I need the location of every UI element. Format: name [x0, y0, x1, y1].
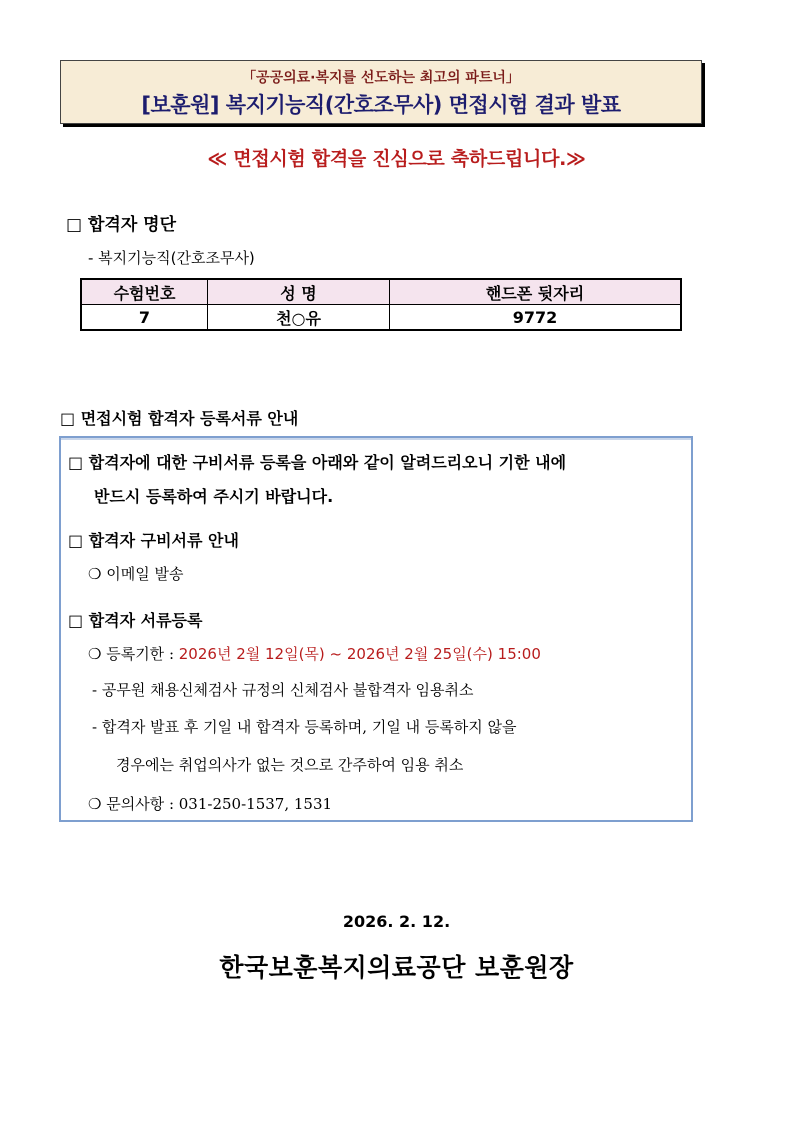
- column-header-phone-last-digits: 핸드폰 뒷자리: [390, 279, 682, 305]
- header-banner: [60, 60, 702, 124]
- table-header-row: [81, 279, 681, 305]
- cell-phone-last-digits: 9772: [390, 305, 682, 331]
- document-date: 2026. 2. 12.: [342, 912, 451, 931]
- column-header-name: 성 명: [208, 279, 390, 305]
- results-table: [80, 278, 682, 331]
- table-row: [81, 305, 681, 331]
- contact-info: ❍ 문의사항 : 031-250-1537, 1531: [88, 795, 333, 813]
- signer: 한국보훈복지의료공단 보훈원장: [219, 953, 574, 982]
- intro-line-1: □ 합격자에 대한 구비서류 등록을 아래와 같이 알려드리오니 기한 내에: [68, 453, 567, 472]
- deadline-value: 2026년 2월 12일(목) ~ 2026년 2월 25일(수) 15:00: [178, 645, 541, 663]
- congratulations-message: ≪ 면접시험 합격을 진심으로 축하드립니다.≫: [207, 148, 586, 170]
- note-physical-exam: - 공무원 채용신체검사 규정의 신체검사 불합격자 임용취소: [92, 681, 474, 699]
- cell-exam-number: 7: [81, 305, 208, 331]
- page-title: [보훈원] 복지기능직(간호조무사) 면접시험 결과 발표: [141, 93, 621, 117]
- deadline-label: ❍ 등록기한 :: [88, 645, 179, 663]
- section-passers-title: □ 합격자 명단: [66, 215, 177, 235]
- job-category: - 복지기능직(간호조무사): [88, 249, 255, 267]
- documents-title: □ 합격자 구비서류 안내: [68, 531, 239, 550]
- cell-name: 천○유: [208, 305, 390, 331]
- intro-line-2: 반드시 등록하여 주시기 바랍니다.: [94, 487, 334, 506]
- column-header-exam-number: 수험번호: [81, 279, 208, 305]
- registration-title: □ 합격자 서류등록: [68, 611, 203, 630]
- note-registration-line-1: - 합격자 발표 후 기일 내 합격자 등록하며, 기일 내 등록하지 않을: [92, 718, 517, 736]
- header-subtitle: 「공공의료·복지를 선도하는 최고의 파트너」: [242, 70, 520, 86]
- note-registration-line-2: 경우에는 취업의사가 없는 것으로 간주하여 임용 취소: [116, 756, 464, 774]
- section-registration-title: □ 면접시험 합격자 등록서류 안내: [60, 409, 299, 428]
- info-box-divider: [61, 438, 691, 440]
- registration-deadline: [88, 643, 541, 664]
- documents-item-email: ❍ 이메일 발송: [88, 565, 184, 583]
